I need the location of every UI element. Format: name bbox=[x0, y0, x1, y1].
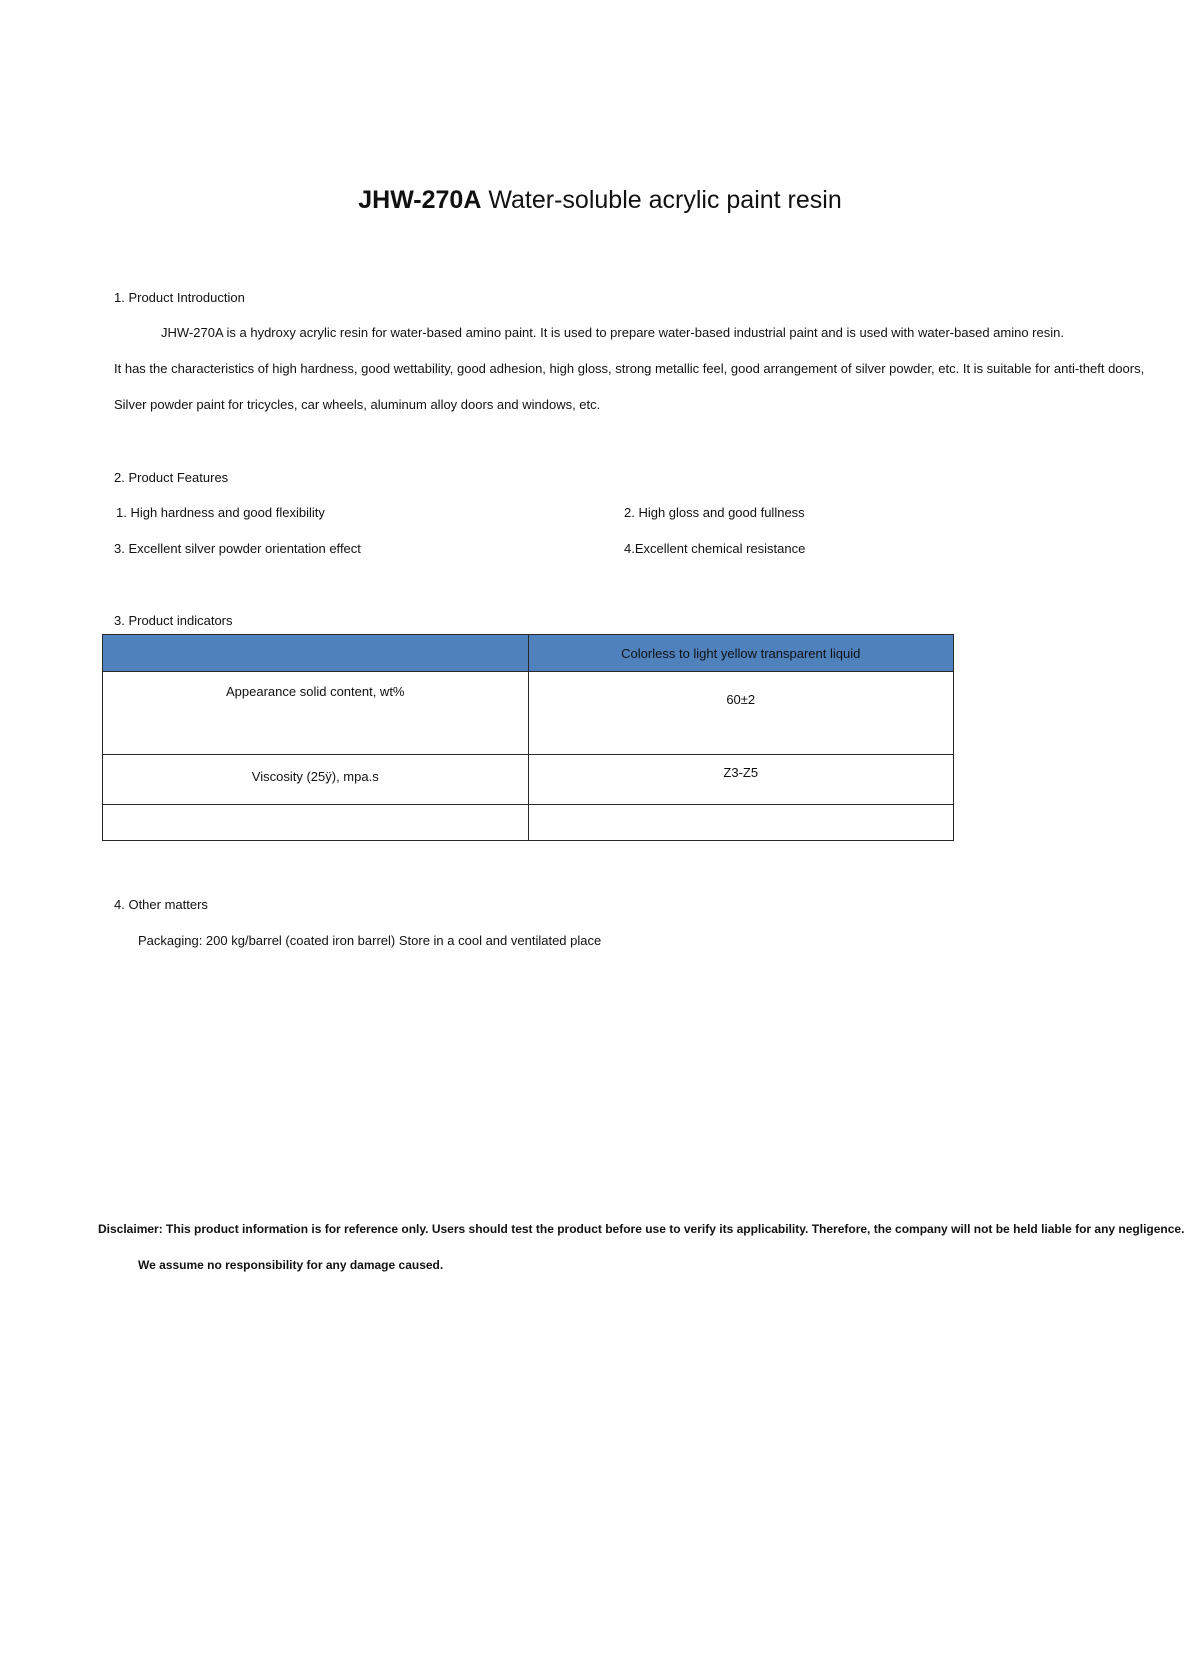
section-heading-other: 4. Other matters bbox=[114, 897, 208, 912]
document-title bbox=[0, 186, 1200, 215]
table-row bbox=[103, 805, 954, 841]
table-row bbox=[103, 672, 954, 755]
table-cell bbox=[528, 805, 954, 841]
product-name: Water-soluble acrylic paint resin bbox=[488, 186, 842, 214]
section-heading-features: 2. Product Features bbox=[114, 470, 229, 485]
table-cell: Z3-Z5 bbox=[528, 755, 954, 805]
packaging-text: Packaging: 200 kg/barrel (coated iron barrel) Store in a cool and ventilated place bbox=[138, 933, 602, 948]
feature-item: 3. Excellent silver powder orientation effect bbox=[114, 541, 361, 556]
table-header-cell bbox=[103, 635, 529, 672]
feature-item: 1. High hardness and good flexibility bbox=[116, 505, 325, 520]
intro-line-2: It has the characteristics of high hardness, good wettability, good adhesion, high gloss, strong metallic feel, good arrangement of silver powder, etc. It is suitable for anti-theft doors, bbox=[114, 361, 1145, 376]
intro-line-1: JHW-270A is a hydroxy acrylic resin for water-based amino paint. It is used to prepare water-based industrial paint and is used with water-based amino resin. bbox=[161, 325, 1064, 340]
table-row bbox=[103, 755, 954, 805]
disclaimer-line-1: Disclaimer: This product information is for reference only. Users should test the product before use to verify its applicability. Therefore, the company will not be held liable for any negligence. bbox=[98, 1222, 1185, 1236]
table-cell bbox=[103, 805, 529, 841]
indicators-table bbox=[102, 634, 954, 841]
table-cell: 60±2 bbox=[528, 672, 954, 755]
section-heading-introduction: 1. Product Introduction bbox=[114, 290, 245, 305]
table-cell: Viscosity (25ÿ), mpa.s bbox=[103, 755, 529, 805]
table-cell: Appearance solid content, wt% bbox=[103, 672, 529, 755]
feature-item: 4.Excellent chemical resistance bbox=[624, 541, 806, 556]
table-header-row bbox=[103, 635, 954, 672]
disclaimer-line-2: We assume no responsibility for any damage caused. bbox=[138, 1258, 444, 1272]
section-heading-indicators: 3. Product indicators bbox=[114, 613, 233, 628]
product-code: JHW-270A bbox=[358, 186, 482, 214]
feature-item: 2. High gloss and good fullness bbox=[624, 505, 805, 520]
intro-line-3: Silver powder paint for tricycles, car wheels, aluminum alloy doors and windows, etc. bbox=[114, 397, 601, 412]
table-header-cell: Colorless to light yellow transparent liquid bbox=[528, 635, 954, 672]
